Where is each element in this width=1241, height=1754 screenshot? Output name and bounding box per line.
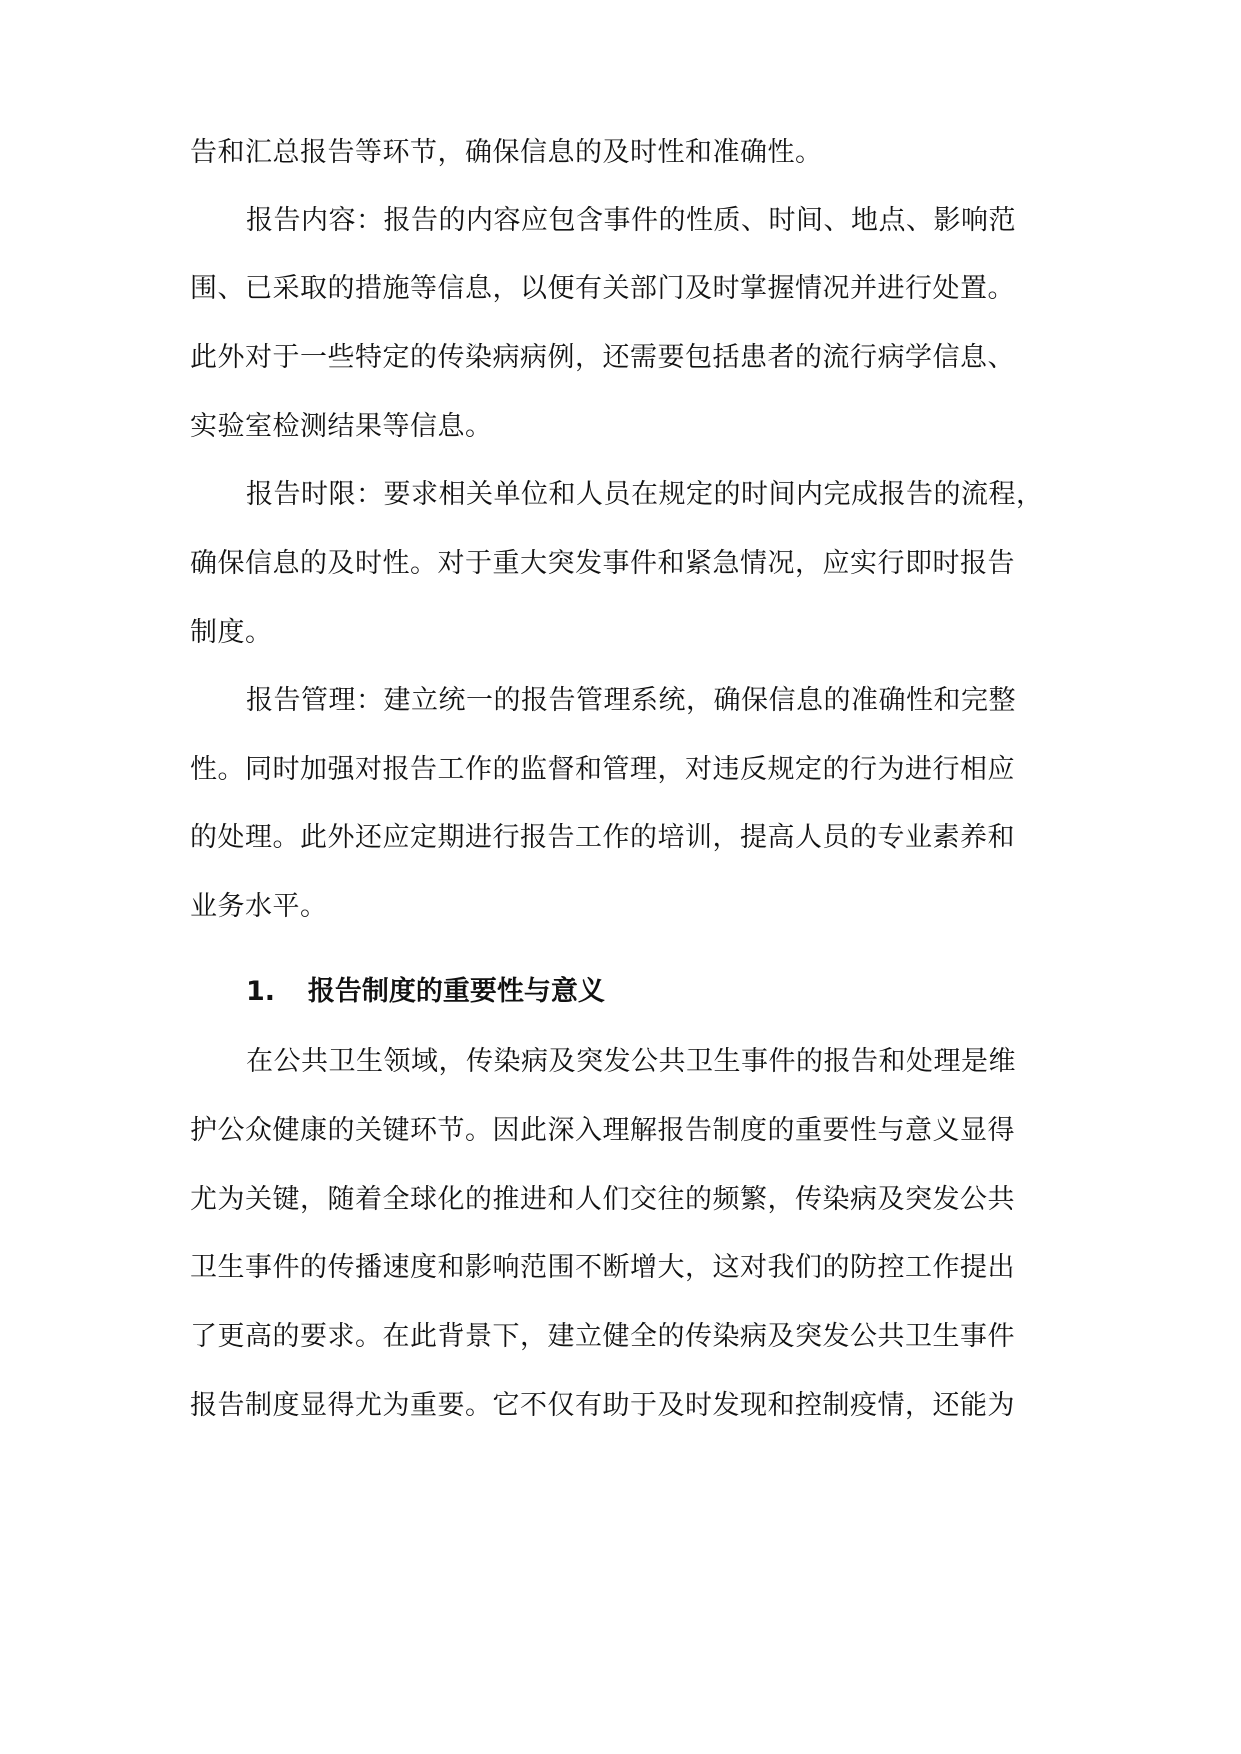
paragraph-line: 制度。 [190, 617, 273, 648]
paragraph-line: 卫生事件的传播速度和影响范围不断增大，这对我们的防控工作提出 [190, 1252, 1015, 1283]
paragraph-line: 围、已采取的措施等信息，以便有关部门及时掌握情况并进行处置。 [190, 273, 1015, 304]
paragraph-line: 尤为关键，随着全球化的推进和人们交往的频繁，传染病及突发公共 [190, 1184, 1015, 1215]
paragraph-line: 业务水平。 [190, 891, 328, 922]
paragraph-line: 报告时限：要求相关单位和人员在规定的时间内完成报告的流程， [246, 479, 1044, 510]
paragraph-line: 报告管理：建立统一的报告管理系统，确保信息的准确性和完整 [246, 685, 1016, 716]
paragraph-line: 确保信息的及时性。对于重大突发事件和紧急情况，应实行即时报告 [190, 548, 1015, 579]
paragraph-line: 报告内容：报告的内容应包含事件的性质、时间、地点、影响范 [246, 205, 1016, 236]
paragraph-line: 实验室检测结果等信息。 [190, 411, 493, 442]
paragraph-line: 护公众健康的关键环节。因此深入理解报告制度的重要性与意义显得 [190, 1115, 1015, 1146]
paragraph-line: 在公共卫生领域，传染病及突发公共卫生事件的报告和处理是维 [246, 1046, 1016, 1077]
paragraph-line: 性。同时加强对报告工作的监督和管理，对违反规定的行为进行相应 [190, 754, 1015, 785]
section-number: 1. [246, 976, 276, 1007]
paragraph-line: 告和汇总报告等环节，确保信息的及时性和准确性。 [190, 137, 823, 168]
paragraph-line: 的处理。此外还应定期进行报告工作的培训，提高人员的专业素养和 [190, 822, 1015, 853]
paragraph-line: 此外对于一些特定的传染病病例，还需要包括患者的流行病学信息、 [190, 342, 1015, 373]
section-heading [246, 975, 605, 1009]
section-title: 报告制度的重要性与意义 [307, 976, 605, 1007]
paragraph-line: 了更高的要求。在此背景下，建立健全的传染病及突发公共卫生事件 [190, 1321, 1015, 1352]
paragraph-line: 报告制度显得尤为重要。它不仅有助于及时发现和控制疫情，还能为 [190, 1390, 1015, 1421]
